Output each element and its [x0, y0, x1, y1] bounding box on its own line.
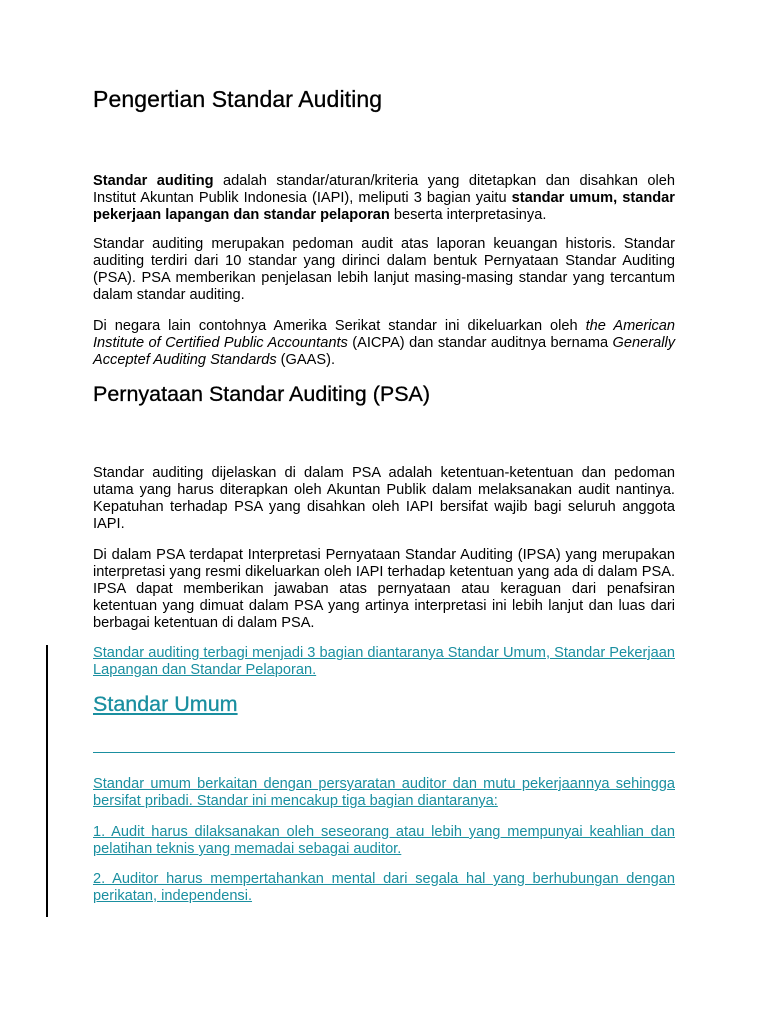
paragraph-text: beserta interpretasinya.: [389, 207, 547, 223]
paragraph-aicpa: [93, 318, 675, 369]
margin-change-bar: [46, 645, 48, 917]
paragraph-text: (GAAS).: [276, 352, 336, 368]
italic-phrase: the American Institute of Certified Public Accountants: [93, 318, 675, 351]
link-underline-rule: [93, 752, 675, 753]
paragraph-definition: [93, 173, 675, 224]
bold-term: Standar auditing: [93, 173, 214, 189]
italic-phrase: Generally Acceptef Auditing Standards: [93, 335, 675, 368]
paragraph-text: (AICPA) dan standar auditnya bernama: [347, 335, 613, 351]
link-item-1[interactable]: 1. Audit harus dilaksanakan oleh seseorang atau lebih yang mempunyai keahlian dan pelatihan teknis yang memadai sebagai auditor.: [93, 824, 675, 857]
link-standards-parts[interactable]: Standar auditing terbagi menjadi 3 bagian diantaranya Standar Umum, Standar Pekerjaan Lapangan dan Standar Pelaporan.: [93, 645, 675, 678]
link-heading-standar-umum[interactable]: Standar Umum: [93, 692, 238, 716]
paragraph-text: Di negara lain contohnya Amerika Serikat standar ini dikeluarkan oleh: [93, 318, 586, 334]
link-item-2[interactable]: 2. Auditor harus mempertahankan mental dari segala hal yang berhubungan dengan perikatan, independensi.: [93, 871, 675, 904]
section-heading-psa: Pernyataan Standar Auditing (PSA): [93, 382, 431, 406]
page-title: Pengertian Standar Auditing: [93, 86, 383, 112]
bold-phrase: standar umum, standar pekerjaan lapangan dan standar pelaporan: [93, 190, 675, 223]
link-standar-umum-desc[interactable]: Standar umum berkaitan dengan persyaratan auditor dan mutu pekerjaannya sehingga bersifat pribadi. Standar ini mencakup tiga bagian diantaranya:: [93, 776, 675, 809]
paragraph-standards: Standar auditing merupakan pedoman audit atas laporan keuangan historis. Standar auditing terdiri dari 10 standar yang dirinci dalam bentuk Pernyataan Standar Auditing (PSA). PSA memberikan penjelasan lebih lanjut masing-masing standar yang tercantum dalam standar auditing.: [93, 236, 675, 303]
paragraph-text: adalah standar/aturan/kriteria yang ditetapkan dan disahkan oleh Institut Akuntan Publik Indonesia (IAPI), meliputi 3 bagian yaitu: [93, 173, 675, 206]
paragraph-psa: Standar auditing dijelaskan di dalam PSA adalah ketentuan-ketentuan dan pedoman utama yang harus diterapkan oleh Akuntan Publik dalam melaksanakan audit nantinya. Kepatuhan terhadap PSA yang disahkan oleh IAPI bersifat wajib bagi seluruh anggota IAPI.: [93, 465, 675, 532]
paragraph-ipsa: Di dalam PSA terdapat Interpretasi Pernyataan Standar Auditing (IPSA) yang merupakan interpretasi yang resmi dikeluarkan oleh IAPI terhadap ketentuan yang ada di dalam PSA. IPSA dapat memberikan jawaban atas pernyataan atau keraguan dari penafsiran ketentuan yang dimuat dalam PSA yang artinya interpretasi ini lebih lanjut dan luas dari berbagai ketentuan di dalam PSA.: [93, 547, 675, 631]
